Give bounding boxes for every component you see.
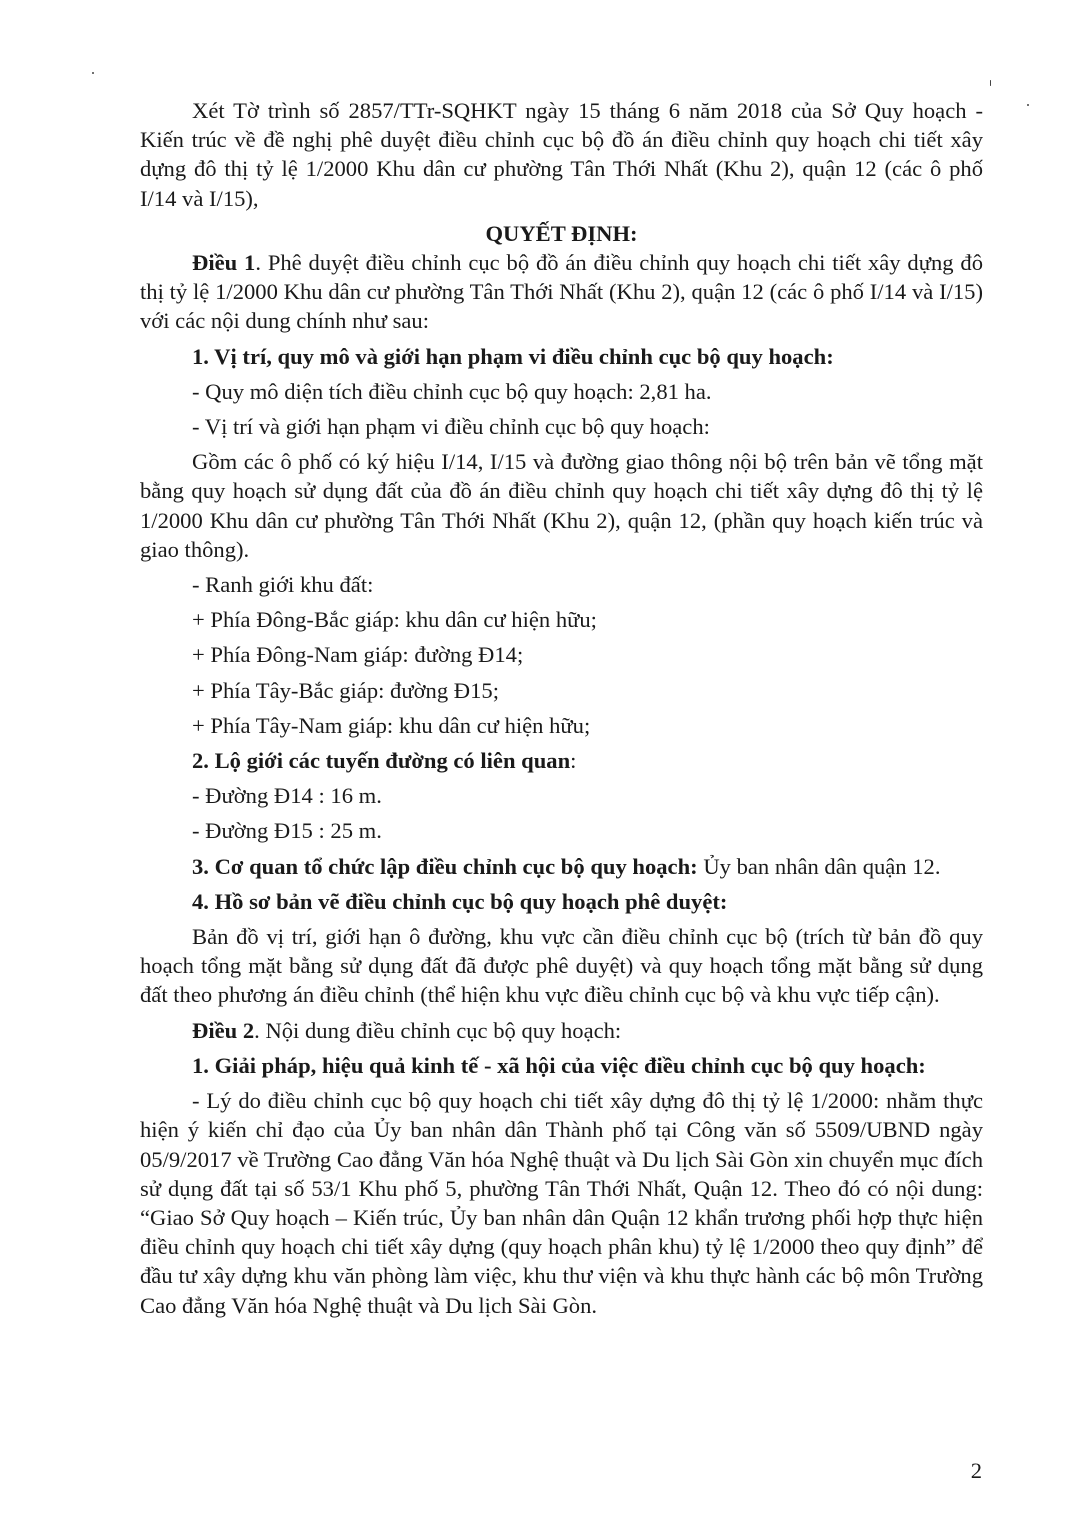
article-1-section-1-heading: 1. Vị trí, quy mô và giới hạn phạm vi điều chỉnh cục bộ quy hoạch: <box>192 343 834 369</box>
article-1-location: - Vị trí và giới hạn phạm vi điều chỉnh cục bộ quy hoạch: <box>192 414 710 440</box>
article-1-section-2-heading <box>140 746 983 775</box>
section-2-title: 2. Lộ giới các tuyến đường có liên quan <box>192 748 571 774</box>
section-3-text: Ủy ban nhân dân quận 12. <box>697 853 941 879</box>
article-2-section-1-text: - Lý do điều chỉnh cục bộ quy hoạch chi tiết xây dựng đô thị tỷ lệ 1/2000: nhằm thực hiện ý kiến chỉ đạo của Ủy ban nhân dân Thành phố tại Công văn số 5509/UBND ngày 05/9/2017 về Trường Cao đẳng Văn hóa Nghệ thuật và Du lịch Sài Gòn xin chuyển mục đích sử dụng đất tại số 53/1 Khu phố 5, phường Tân Thới Nhất, Quận 12. Theo đó có nội dung: “Giao Sở Quy hoạch – Kiến trúc, Ủy ban nhân dân Quận 12 khẩn trương phối hợp thực hiện điều chỉnh quy hoạch chi tiết xây dựng (quy hoạch phân khu) tỷ lệ 1/2000 theo quy định” để đầu tư xây dựng khu văn phòng làm việc, khu thư viện và khu thực hành các bộ môn Trường Cao đẳng Văn hóa Nghệ thuật và Du lịch Sài Gòn. <box>140 1088 983 1318</box>
article-1-section-4-heading: 4. Hồ sơ bản vẽ điều chỉnh cục bộ quy hoạch phê duyệt: <box>192 888 728 914</box>
scan-speck <box>1027 104 1029 106</box>
decision-heading: QUYẾT ĐỊNH: <box>485 220 638 246</box>
road-d14: - Đường Đ14 : 16 m. <box>192 783 382 809</box>
article-2-paragraph <box>140 1016 983 1045</box>
page-number: 2 <box>970 1458 982 1483</box>
article-2-section-1-heading: 1. Giải pháp, hiệu quả kinh tế - xã hội của việc điều chỉnh cục bộ quy hoạch: <box>192 1052 926 1078</box>
document-page <box>140 96 983 1320</box>
road-d15: - Đường Đ15 : 25 m. <box>192 818 382 844</box>
article-1-text: . Phê duyệt điều chỉnh cục bộ đồ án điều chỉnh quy hoạch chi tiết xây dựng đô thị tỷ lệ 1/2000 Khu dân cư phường Tân Thới Nhất (Khu 2), quận 12 (các ô phố I/14 và I/15) với các nội dung chính như sau: <box>140 250 983 334</box>
section-3-title: 3. Cơ quan tổ chức lập điều chỉnh cục bộ quy hoạch: <box>192 853 698 879</box>
article-1-boundary: - Ranh giới khu đất: <box>192 572 374 598</box>
boundary-northwest: + Phía Tây-Bắc giáp: đường Đ15; <box>192 677 499 703</box>
section-2-colon: : <box>570 748 577 774</box>
article-1-section-3 <box>140 852 983 881</box>
article-1-scale: - Quy mô diện tích điều chỉnh cục bộ quy hoạch: 2,81 ha. <box>192 378 712 404</box>
article-1-location-detail: Gồm các ô phố có ký hiệu I/14, I/15 và đường giao thông nội bộ trên bản vẽ tổng mặt bằng quy hoạch sử dụng đất của đồ án điều chỉnh quy hoạch chi tiết xây dựng đô thị tỷ lệ 1/2000 Khu dân cư phường Tân Thới Nhất (Khu 2), quận 12, (phần quy hoạch kiến trúc và giao thông). <box>140 449 983 562</box>
scan-speck <box>990 80 991 86</box>
scan-speck <box>92 72 94 74</box>
article-2-label: Điều 2 <box>192 1017 255 1043</box>
article-1-paragraph <box>140 248 983 336</box>
article-2-text: . Nội dung điều chỉnh cục bộ quy hoạch: <box>254 1017 622 1043</box>
boundary-southwest: + Phía Tây-Nam giáp: khu dân cư hiện hữu; <box>192 712 591 738</box>
boundary-southeast: + Phía Đông-Nam giáp: đường Đ14; <box>192 642 524 668</box>
article-1-label: Điều 1 <box>192 250 256 276</box>
intro-paragraph: Xét Tờ trình số 2857/TTr-SQHKT ngày 15 tháng 6 năm 2018 của Sở Quy hoạch - Kiến trúc về đề nghị phê duyệt điều chỉnh cục bộ đồ án điều chỉnh quy hoạch chi tiết xây dựng đô thị tỷ lệ 1/2000 Khu dân cư phường Tân Thới Nhất (Khu 2), quận 12 (các ô phố I/14 và I/15), <box>140 98 983 211</box>
article-1-section-4-text: Bản đồ vị trí, giới hạn ô đường, khu vực cần điều chỉnh cục bộ (trích từ bản đồ quy hoạch tổng mặt bằng sử dụng đất đã được phê duyệt) và quy hoạch tổng mặt bằng sử dụng đất theo phương án điều chỉnh (thể hiện khu vực điều chỉnh cục bộ và khu vực tiếp cận). <box>140 924 983 1008</box>
boundary-northeast: + Phía Đông-Bắc giáp: khu dân cư hiện hữu; <box>192 607 597 633</box>
